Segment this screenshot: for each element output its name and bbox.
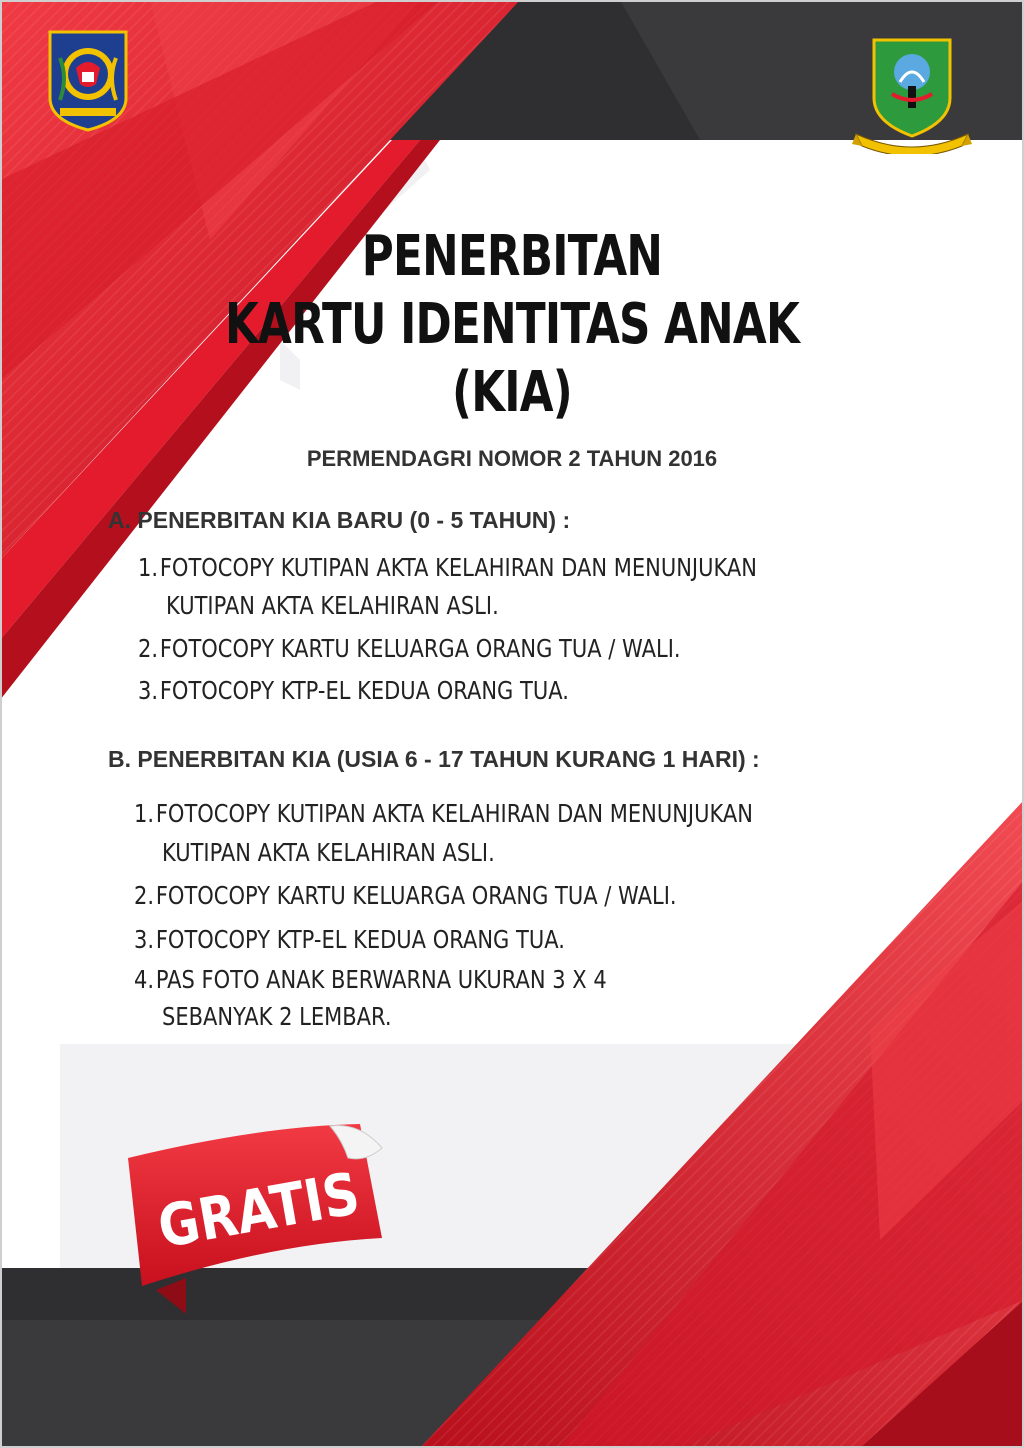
item-text: FOTOCOPY KTP-EL KEDUA ORANG TUA. [159,676,569,705]
garuda-ministry-emblem-icon [46,28,130,132]
section-b-item-1 [134,801,753,826]
title-line-2: KARTU IDENTITAS ANAK [224,292,800,357]
section-b-item-2 [134,883,677,908]
title-line-3: (KIA) [452,360,572,425]
section-b-heading: B. PENERBITAN KIA (USIA 6 - 17 TAHUN KURANG 1 HARI) : [108,746,760,772]
section-a-item-2 [138,636,681,661]
section-a-item-1-continuation: KUTIPAN AKTA KELAHIRAN ASLI. [166,591,499,620]
regulation-subtitle: PERMENDAGRI NOMOR 2 TAHUN 2016 [306,446,718,471]
item-text: FOTOCOPY KARTU KELUARGA ORANG TUA / WALI. [155,881,677,910]
section-a-item-1 [138,555,757,580]
item-text: FOTOCOPY KARTU KELUARGA ORANG TUA / WALI. [159,634,681,663]
gratis-label: GRATIS [153,1159,365,1262]
item-number: 1. [134,799,155,828]
gratis-badge [120,1118,395,1318]
regency-crest-icon [852,36,972,154]
item-text: FOTOCOPY KUTIPAN AKTA KELAHIRAN DAN MENUNJUKAN [155,799,753,828]
item-text: FOTOCOPY KTP-EL KEDUA ORANG TUA. [155,925,565,954]
item-number: 1. [138,553,159,582]
section-b-item-3 [134,927,565,952]
section-a-item-3 [138,678,569,703]
item-number: 2. [138,634,159,663]
item-text: PAS FOTO ANAK BERWARNA UKURAN 3 X 4 [155,965,607,994]
item-number: 3. [134,925,155,954]
item-text: FOTOCOPY KUTIPAN AKTA KELAHIRAN DAN MENUNJUKAN [159,553,757,582]
section-b-item-4-continuation: SEBANYAK 2 LEMBAR. [162,1002,392,1031]
item-number: 3. [138,676,159,705]
section-a-heading: A. PENERBITAN KIA BARU (0 - 5 TAHUN) : [108,507,571,533]
item-number: 4. [134,965,155,994]
section-b-item-4 [134,967,607,992]
item-number: 2. [134,881,155,910]
title-line-1: PENERBITAN [361,224,663,289]
section-b-item-1-continuation: KUTIPAN AKTA KELAHIRAN ASLI. [162,838,495,867]
